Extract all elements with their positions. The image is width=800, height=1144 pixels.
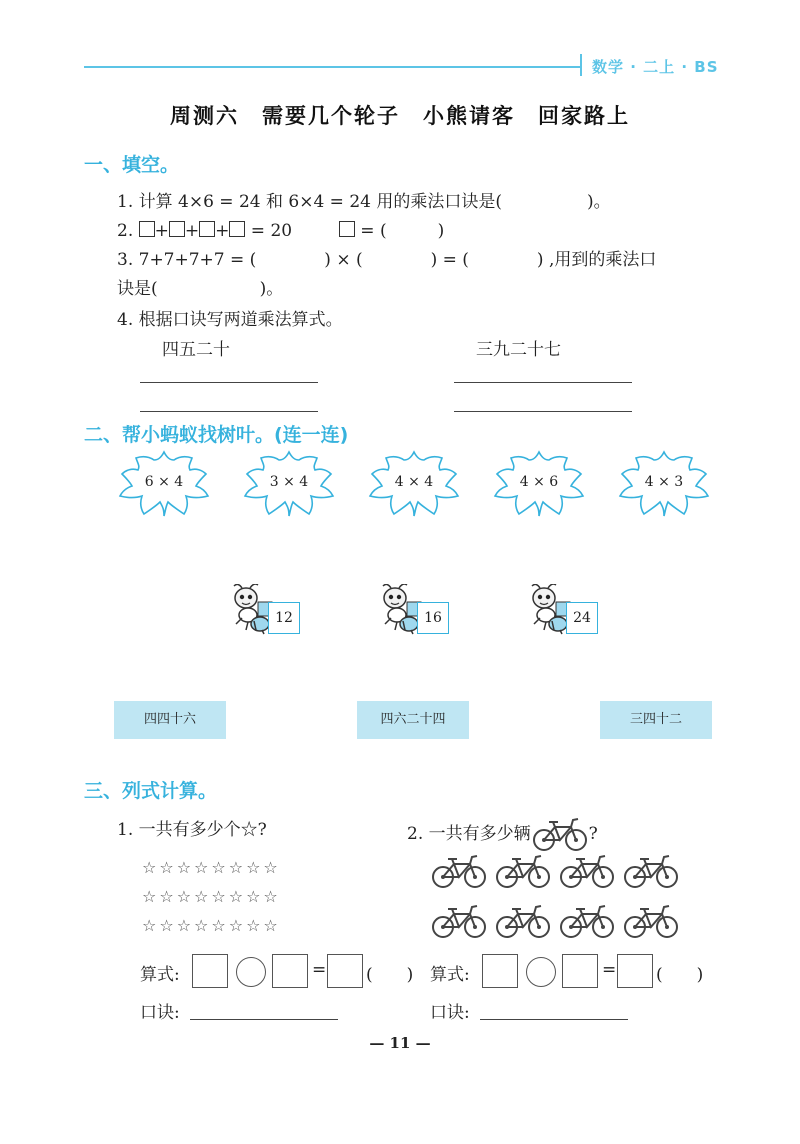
question-3-1: 1. 一共有多少个☆?	[117, 820, 267, 840]
leaf[interactable]	[368, 448, 460, 524]
leaf-label: 3 × 4	[269, 474, 309, 490]
leaf[interactable]	[493, 448, 585, 524]
leaf-label: 6 × 4	[144, 474, 184, 490]
ant-number: 16	[417, 602, 449, 634]
bicycle-icon	[558, 902, 616, 940]
leaf[interactable]	[243, 448, 335, 524]
star-row: ☆☆☆☆☆☆☆☆	[142, 916, 281, 935]
header-rule	[84, 66, 580, 68]
blank-square[interactable]	[199, 221, 215, 237]
bicycle-icon	[494, 902, 552, 940]
question-1-1: 1. 计算 4×6 = 24 和 6×4 = 24 用的乘法口诀是( )。	[117, 192, 611, 212]
bicycle-icon	[494, 852, 552, 890]
leaf-label: 4 × 4	[394, 474, 434, 490]
answer-line[interactable]	[140, 411, 318, 412]
leaf[interactable]	[618, 448, 710, 524]
question-3-2	[407, 815, 598, 853]
question-1-2-number: 2.	[117, 221, 134, 241]
operator-circle[interactable]	[526, 957, 556, 987]
question-1-4: 4. 根据口诀写两道乘法算式。	[117, 310, 343, 330]
ant-card[interactable]	[524, 584, 591, 642]
leaf-label: 4 × 3	[644, 474, 684, 490]
bicycle-icon	[531, 815, 589, 853]
question-3-2-mark: ?	[588, 824, 598, 844]
star-row: ☆☆☆☆☆☆☆☆	[142, 887, 281, 906]
bicycle-icon	[430, 902, 488, 940]
rhyme-right: 三九二十七	[476, 340, 561, 360]
rhyme-label: 口诀:	[430, 1003, 470, 1023]
bicycle-icon	[622, 852, 680, 890]
bicycle-icon	[558, 852, 616, 890]
section-2-heading: 二、帮小蚂蚁找树叶。(连一连)	[84, 424, 349, 446]
formula-box[interactable]	[192, 954, 228, 988]
blank-square[interactable]	[169, 221, 185, 237]
leaf[interactable]	[118, 448, 210, 524]
answer-line[interactable]	[480, 1019, 628, 1020]
unit-paren[interactable]: ( )	[366, 965, 414, 985]
section-3-heading: 三、列式计算。	[84, 780, 218, 802]
header-tag: 数学 · 二上 · BS	[592, 58, 719, 76]
rhyme-box[interactable]: 四六二十四	[357, 701, 469, 739]
formula-box[interactable]	[562, 954, 598, 988]
ant-card[interactable]	[375, 584, 442, 642]
question-1-2-answer: = ( )	[360, 221, 445, 241]
page-title: 周测六 需要几个轮子 小熊请客 回家路上	[170, 103, 630, 128]
blank-square[interactable]	[139, 221, 155, 237]
ant-card[interactable]	[226, 584, 293, 642]
equals-sign: =	[602, 960, 617, 980]
question-1-2	[117, 216, 444, 241]
formula-label: 算式:	[430, 965, 470, 985]
equals-sign: =	[312, 960, 327, 980]
question-1-3-line1: 3. 7+7+7+7 = ( ) × ( ) = ( ) ,用到的乘法口	[117, 250, 657, 270]
question-3-2-text: 2. 一共有多少辆	[407, 824, 531, 844]
section-1-heading: 一、填空。	[84, 154, 180, 176]
formula-box[interactable]	[482, 954, 518, 988]
blank-square[interactable]	[229, 221, 245, 237]
formula-box[interactable]	[617, 954, 653, 988]
question-1-2-equals: = 20	[250, 221, 293, 241]
answer-line[interactable]	[454, 382, 632, 383]
answer-line[interactable]	[140, 382, 318, 383]
rhyme-left: 四五二十	[162, 340, 230, 360]
plus-sign: +	[184, 221, 200, 241]
plus-sign: +	[215, 221, 230, 241]
rhyme-label: 口诀:	[140, 1003, 180, 1023]
operator-circle[interactable]	[236, 957, 266, 987]
question-1-3-line2: 诀是( )。	[117, 279, 284, 299]
header-tick	[580, 54, 582, 76]
page-number: — 11 —	[369, 1034, 431, 1052]
unit-paren[interactable]: ( )	[656, 965, 704, 985]
formula-box[interactable]	[272, 954, 308, 988]
blank-square[interactable]	[339, 221, 355, 237]
answer-line[interactable]	[190, 1019, 338, 1020]
bicycle-icon	[430, 852, 488, 890]
rhyme-box[interactable]: 三四十二	[600, 701, 712, 739]
answer-line[interactable]	[454, 411, 632, 412]
rhyme-box[interactable]: 四四十六	[114, 701, 226, 739]
ant-number: 12	[268, 602, 300, 634]
formula-label: 算式:	[140, 965, 180, 985]
leaf-label: 4 × 6	[519, 474, 559, 490]
bicycle-icon	[622, 902, 680, 940]
ant-number: 24	[566, 602, 598, 634]
plus-sign: +	[154, 221, 169, 241]
star-row: ☆☆☆☆☆☆☆☆	[142, 858, 281, 877]
formula-box[interactable]	[327, 954, 363, 988]
